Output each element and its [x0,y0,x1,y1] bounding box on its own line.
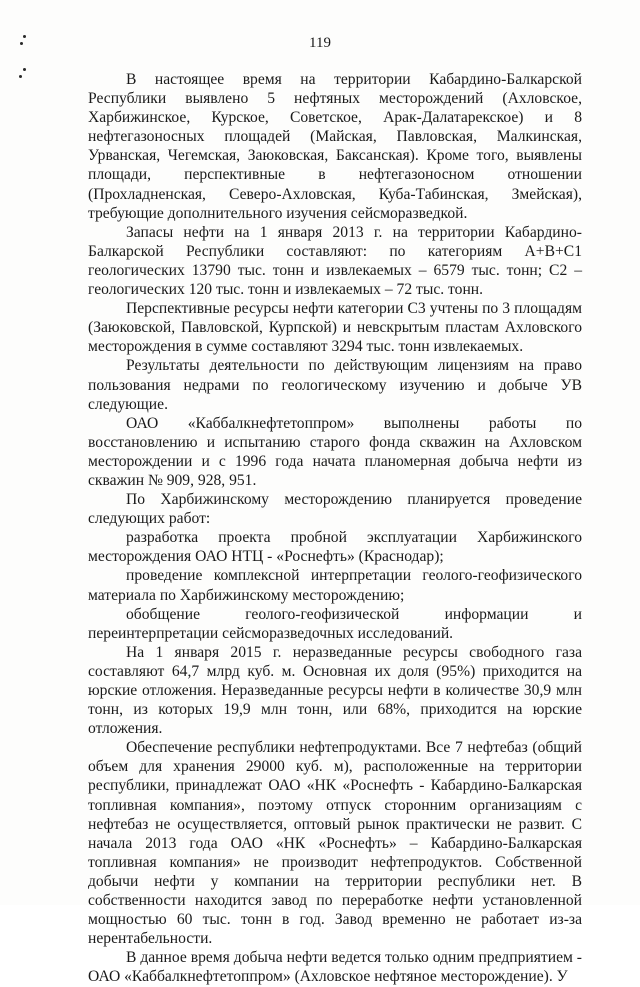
page-number: 119 [309,35,331,51]
paragraph-work-item-1: разработка проекта пробной эксплуатации Харбижинского месторождения ОАО НТЦ - «Роснефть» (Краснодар); [88,529,582,566]
paragraph-prospective-resources: Перспективные ресурсы нефти категории С3 учтены по 3 площадям (Заюковской, Павловской, Курпской) и невскрытым пластам Ахловского месторождения в сумме составляют 3294 тыс. тонн извлекаемых. [88,300,582,356]
scan-artifact-dot [23,68,26,71]
document-body [88,70,582,987]
paragraph-kabbalkneftetopprom: ОАО «Каббалкнефтетоппром» выполнены работы по восстановлению и испытанию старого фонда скважин на Ахловском месторождении и с 1996 года начата планомерная добыча нефти из скважин № 909, 928, 951. [88,414,582,489]
paragraph-oil-fields: В настоящее время на территории Кабардино-Балкарской Республики выявлено 5 нефтяных месторождений (Ахловское, Харбижинское, Курское, Советское, Арак-Далатарекское) и 8 нефтегазоносных площадей (Майская, Павловская, Малкинская, Урванская, Чегемская, Заюковская, Баксанская). Кроме того, выявлены площади, перспективные в нефтегазоносном отношении (Прохладненская, Северо-Ахловская, Куба-Табинская, Змейская), требующие дополнительного изучения сейсморазведкой. [88,71,582,222]
paragraph-petroleum-supply: Обеспечение республики нефтепродуктами. Все 7 нефтебаз (общий объем для хранения 29000 куб. м), расположенные на территории республики, принадлежат ОАО «НК «Роснефть - Кабардино-Балкарская топливная компания», поэтому отпуск сторонним организациям с нефтебаз не осуществляется, оптовый рынок практически не развит. С начала 2013 года ОАО «НК «Роснефть» – Кабардино-Балкарская топливная компания» не производит нефтепродуктов. Собственной добычи нефти у компании на территории республики нет. В собственности находится завод по переработке нефти установленной мощностью 60 тыс. тонн в год. Завод временно не работает из-за нерентабельности. [88,739,582,948]
paragraph-gas-resources: На 1 января 2015 г. неразведанные ресурсы свободного газа составляют 64,7 млрд куб. м. Основная их доля (95%) приходится на юрские отложения. Неразведанные ресурсы нефти в количестве 30,9 млн тонн, из которых 19,9 млн тонн, или 68%, приходится на юрские отложения. [88,643,582,738]
paragraph-work-item-2: проведение комплексной интерпретации геолого-геофизического материала по Харбижинскому месторождению; [88,567,582,604]
paragraph-work-item-3: обобщение геолого-геофизической информации и переинтерпретации сейсморазведочных исследований. [88,605,582,642]
paragraph-kharbizhinskoye-plan: По Харбижинскому месторождению планируется проведение следующих работ: [88,491,582,528]
paragraph-license-results: Результаты деятельности по действующим лицензиям на право пользования недрами по геологическому изучению и добыче УВ следующие. [88,357,582,413]
scan-artifact-dot [19,75,22,78]
paragraph-current-production: В данное время добыча нефти ведется только одним предприятием - ОАО «Каббалкнефтетоппром» (Ахловское нефтяное месторождение). У [88,949,582,986]
paragraph-oil-reserves: Запасы нефти на 1 января 2013 г. на территории Кабардино-Балкарской Республики составляют: по категориям А+В+С1 геологических 13790 тыс. тонн и извлекаемых – 6579 тыс. тонн; С2 – геологических 120 тыс. тонн и извлекаемых – 72 тыс. тонн. [88,223,582,299]
